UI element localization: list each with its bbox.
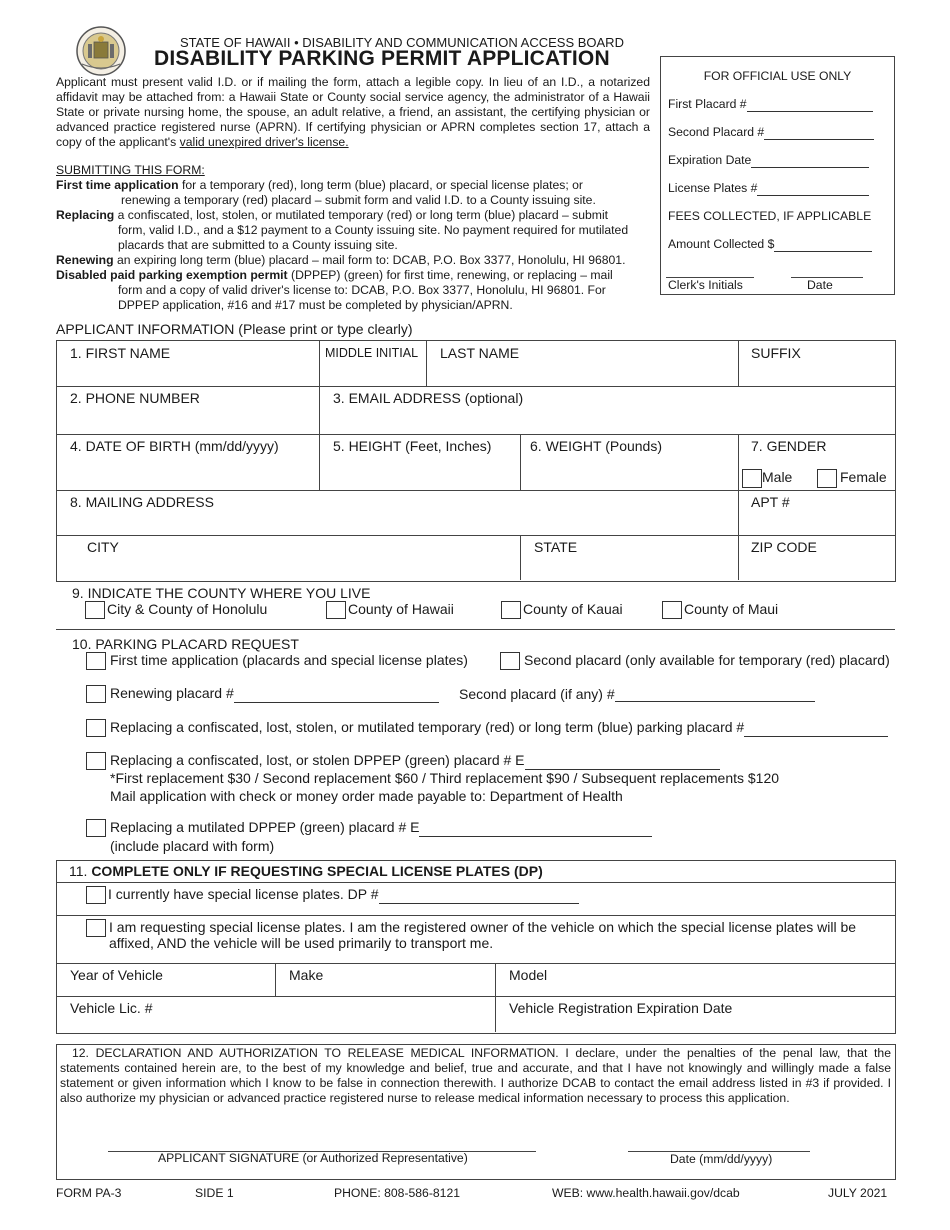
clerk-initials-label: Clerk's Initials [668,278,743,292]
mutilated-green-checkbox[interactable]: Replacing a mutilated DPPEP (green) placard # E [86,819,652,837]
mail-note: Mail application with check or money order made payable to: Department of Health [110,788,623,804]
second-placard-checkbox[interactable]: Second placard (only available for temporary (red) placard) [500,652,890,670]
vehicle-reg-exp-field[interactable]: Vehicle Registration Expiration Date [509,1000,733,1016]
second-placard-if-any-field[interactable]: Second placard (if any) # [459,686,815,702]
last-name-field[interactable]: LAST NAME [440,345,520,361]
gender-female-checkbox[interactable]: Female [817,469,887,488]
official-use-box [660,56,895,295]
second-placard-field[interactable]: Second Placard # [668,125,874,140]
county-kauai-checkbox[interactable]: County of Kauai [501,601,623,619]
placard-heading: 10. PARKING PLACARD REQUEST [72,636,299,652]
submitting-section: SUBMITTING THIS FORM: First time application for a temporary (red), long term (blue) placard, or special license plates; or renewing a temporary (red) placard – submit form and valid I.D. to a County issuing site. Replacing a confiscated, lost, stolen, or mutilated temporary (red) or long term (blue) placard – submit form, valid I.D., and a $12 payment to a County issuing site. No payment required for mutilated placards that are submitted to a County issuing site. Renewing an expiring long term (blue) placard – mail form to: DCAB, P.O. Box 3377, Honolulu, HI 96801. Disabled paid parking exemption permit (DPPEP) (green) for first time, renewing, or replacing – mail form and a copy of valid driver's license to: DCAB, P.O. Box 3377, Honolulu, HI 96801. For DPPEP application, #16 and #17 must be completed by physician/APRN. [56,163,656,313]
apt-field[interactable]: APT # [751,494,790,510]
applicant-signature-field[interactable]: APPLICANT SIGNATURE (or Authorized Representative) [158,1151,468,1165]
county-maui-checkbox[interactable]: County of Maui [662,601,778,619]
signature-date-field[interactable]: Date (mm/dd/yyyy) [670,1152,773,1166]
amount-collected-field[interactable]: Amount Collected $ [668,237,872,252]
city-field[interactable]: CITY [87,539,119,555]
requesting-plates-text: I am requesting special license plates. I am the registered owner of the vehicle on which the special license plates will be affixed, AND the vehicle will be used primarily to transport me. [109,919,857,951]
vehicle-model-field[interactable]: Model [509,967,548,983]
first-name-field[interactable]: 1. FIRST NAME [70,345,171,361]
license-plates-field[interactable]: License Plates # [668,181,869,196]
plates-heading: 11. COMPLETE ONLY IF REQUESTING SPECIAL LICENSE PLATES (DP) [69,863,543,879]
requesting-plates-checkbox[interactable] [86,919,106,937]
first-placard-field[interactable]: First Placard # [668,97,873,112]
first-time-checkbox[interactable]: First time application (placards and special license plates) [86,652,468,670]
expiration-date-field[interactable]: Expiration Date [668,153,869,168]
footer-phone: PHONE: 808-586-8121 [334,1186,461,1200]
clerk-date-label: Date [807,278,833,292]
county-heading: 9. INDICATE THE COUNTY WHERE YOU LIVE [72,585,371,601]
footer-form-number: FORM PA-3 [56,1186,122,1200]
phone-number-field[interactable]: 2. PHONE NUMBER [70,390,200,406]
declaration-text: 12. DECLARATION AND AUTHORIZATION TO RELEASE MEDICAL INFORMATION. I declare, under the penalties of the penal law, that the statements contained herein are, to the best of my knowledge and belief, true and accurate, and that I have not knowingly and willingly made a false statement or given information which I know to be false in connection therewith. I authorize DCAB to contact the email address listed in #3 if provided. I also authorize my physician or advanced practice registered nurse to release medical information necessary to process this application. [60,1046,891,1105]
replacing-red-blue-checkbox[interactable]: Replacing a confiscated, lost, stolen, or mutilated temporary (red) or long term (blue) parking placard # [86,719,888,737]
include-placard-note: (include placard with form) [110,838,275,854]
suffix-field[interactable]: SUFFIX [751,345,801,361]
county-honolulu-checkbox[interactable]: City & County of Honolulu [85,601,267,619]
height-field[interactable]: 5. HEIGHT (Feet, Inches) [333,438,492,454]
intro-text: Applicant must present valid I.D. or if mailing the form, attach a legible copy. In lieu of an I.D., a notarized affidavit may be attached from: a Hawaii State or County social service agency, the administrator of a Hawaii State or private nursing home, the spouse, an adult relative, a friend, an assistant, the certifying physician or advanced practice registered nurse (APRN). If certifying physician or APRN completes section 17, attach a copy of the applicant's valid unexpired driver's license. [56,75,650,149]
email-field[interactable]: 3. EMAIL ADDRESS (optional) [333,390,524,406]
page-title: DISABILITY PARKING PERMIT APPLICATION [154,47,610,70]
county-hawaii-checkbox[interactable]: County of Hawaii [326,601,454,619]
current-plates-checkbox[interactable]: I currently have special license plates. DP # [86,886,579,904]
footer-side: SIDE 1 [195,1186,234,1200]
weight-field[interactable]: 6. WEIGHT (Pounds) [530,438,663,454]
vehicle-lic-field[interactable]: Vehicle Lic. # [70,1000,153,1016]
dob-field[interactable]: 4. DATE OF BIRTH (mm/dd/yyyy) [70,438,279,454]
fees-label: FEES COLLECTED, IF APPLICABLE [668,209,872,223]
state-field[interactable]: STATE [534,539,578,555]
agency-name: STATE OF HAWAII • DISABILITY AND COMMUNICATION ACCESS BOARD [180,35,624,50]
renewing-placard-checkbox[interactable]: Renewing placard # [86,685,439,703]
gender-male-checkbox[interactable]: Male [742,469,792,488]
replacement-fees-note: *First replacement $30 / Second replacement $60 / Third replacement $90 / Subsequent replacements $120 [110,770,780,786]
mailing-address-field[interactable]: 8. MAILING ADDRESS [70,494,214,510]
footer-date: JULY 2021 [828,1186,888,1200]
footer-web-link[interactable]: WEB: www.health.hawaii.gov/dcab [552,1186,740,1200]
submitting-heading: SUBMITTING THIS FORM: [56,163,205,177]
applicant-heading: APPLICANT INFORMATION (Please print or type clearly) [56,321,413,337]
middle-initial-field[interactable]: MIDDLE INITIAL [325,346,419,360]
zip-field[interactable]: ZIP CODE [751,539,817,555]
official-title: FOR OFFICIAL USE ONLY [703,69,852,83]
gender-label: 7. GENDER [751,438,827,454]
state-seal-icon [70,26,132,76]
vehicle-make-field[interactable]: Make [289,967,324,983]
replacing-green-checkbox[interactable]: Replacing a confiscated, lost, or stolen DPPEP (green) placard # E [86,752,720,770]
vehicle-year-field[interactable]: Year of Vehicle [70,967,163,983]
